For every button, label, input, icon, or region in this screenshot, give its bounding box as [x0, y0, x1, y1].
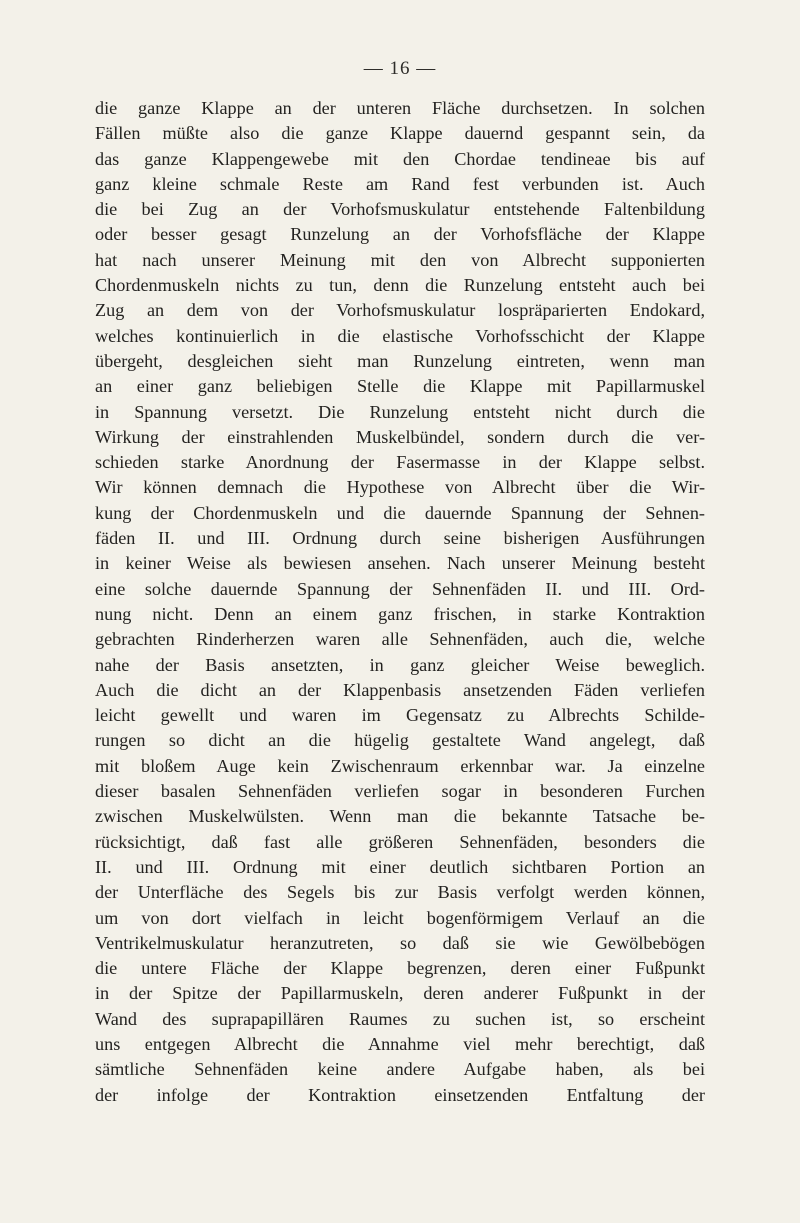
- text-line: Wirkung der einstrahlenden Muskelbündel, sondern durch die ver-: [95, 426, 705, 447]
- body-text: [95, 96, 705, 1108]
- text-line: Chordenmuskeln nichts zu tun, denn die Runzelung entsteht auch bei: [95, 275, 705, 296]
- text-line: zwischen Muskelwülsten. Wenn man die bekannte Tatsache be-: [95, 806, 705, 827]
- text-line: Zug an dem von der Vorhofsmuskulatur lospräparierten Endokard,: [95, 300, 705, 321]
- text-line: Wir können demnach die Hypothese von Albrecht über die Wir-: [95, 477, 705, 498]
- text-line: das ganze Klappengewebe mit den Chordae tendineae bis auf: [95, 148, 705, 169]
- text-line: gebrachten Rinderherzen waren alle Sehnenfäden, auch die, welche: [95, 629, 705, 650]
- text-line: Auch die dicht an der Klappenbasis ansetzenden Fäden verliefen: [95, 679, 705, 700]
- text-line: die untere Fläche der Klappe begrenzen, deren einer Fußpunkt: [95, 958, 705, 979]
- text-line: rücksichtigt, daß fast alle größeren Sehnenfäden, besonders die: [95, 831, 705, 852]
- text-line: nahe der Basis ansetzten, in ganz gleicher Weise beweglich.: [95, 654, 705, 675]
- text-line: oder besser gesagt Runzelung an der Vorhofsfläche der Klappe: [95, 224, 705, 245]
- text-line: Ventrikelmuskulatur heranzutreten, so daß sie wie Gewölbebögen: [95, 932, 705, 953]
- text-line: hat nach unserer Meinung mit den von Albrecht supponierten: [95, 249, 705, 270]
- text-line: Wand des suprapapillären Raumes zu suchen ist, so erscheint: [95, 1008, 705, 1029]
- text-line: leicht gewellt und waren im Gegensatz zu Albrechts Schilde-: [95, 705, 705, 726]
- text-line: an einer ganz beliebigen Stelle die Klappe mit Papillarmuskel: [95, 376, 705, 397]
- text-line: mit bloßem Auge kein Zwischenraum erkennbar war. Ja einzelne: [95, 755, 705, 776]
- text-line: in der Spitze der Papillarmuskeln, deren anderer Fußpunkt in der: [95, 983, 705, 1004]
- text-line: kung der Chordenmuskeln und die dauernde Spannung der Sehnen-: [95, 502, 705, 523]
- text-line: der Unterfläche des Segels bis zur Basis verfolgt werden können,: [95, 882, 705, 903]
- text-line: schieden starke Anordnung der Fasermasse in der Klappe selbst.: [95, 452, 705, 473]
- text-line: uns entgegen Albrecht die Annahme viel mehr berechtigt, daß: [95, 1033, 705, 1054]
- text-line: übergeht, desgleichen sieht man Runzelung eintreten, wenn man: [95, 350, 705, 371]
- text-line: die bei Zug an der Vorhofsmuskulatur entstehende Faltenbildung: [95, 199, 705, 220]
- text-line: welches kontinuierlich in die elastische Vorhofsschicht der Klappe: [95, 325, 705, 346]
- text-line: in keiner Weise als bewiesen ansehen. Nach unserer Meinung besteht: [95, 553, 705, 574]
- text-line: dieser basalen Sehnenfäden verliefen sogar in besonderen Furchen: [95, 781, 705, 802]
- text-line: II. und III. Ordnung mit einer deutlich sichtbaren Portion an: [95, 856, 705, 877]
- text-line: um von dort vielfach in leicht bogenförmigem Verlauf an die: [95, 907, 705, 928]
- text-line: Fällen müßte also die ganze Klappe dauernd gespannt sein, da: [95, 123, 705, 144]
- text-line: sämtliche Sehnenfäden keine andere Aufgabe haben, als bei: [95, 1059, 705, 1080]
- text-line: der infolge der Kontraktion einsetzenden Entfaltung der: [95, 1084, 705, 1105]
- text-line: rungen so dicht an die hügelig gestaltete Wand angelegt, daß: [95, 730, 705, 751]
- text-line: ganz kleine schmale Reste am Rand fest verbunden ist. Auch: [95, 173, 705, 194]
- text-line: in Spannung versetzt. Die Runzelung entsteht nicht durch die: [95, 401, 705, 422]
- text-line: nung nicht. Denn an einem ganz frischen, in starke Kontraktion: [95, 603, 705, 624]
- text-line: die ganze Klappe an der unteren Fläche durchsetzen. In solchen: [95, 98, 705, 118]
- text-line: eine solche dauernde Spannung der Sehnenfäden II. und III. Ord-: [95, 578, 705, 599]
- page-number: — 16 —: [363, 58, 437, 79]
- text-line: fäden II. und III. Ordnung durch seine bisherigen Ausführungen: [95, 528, 705, 549]
